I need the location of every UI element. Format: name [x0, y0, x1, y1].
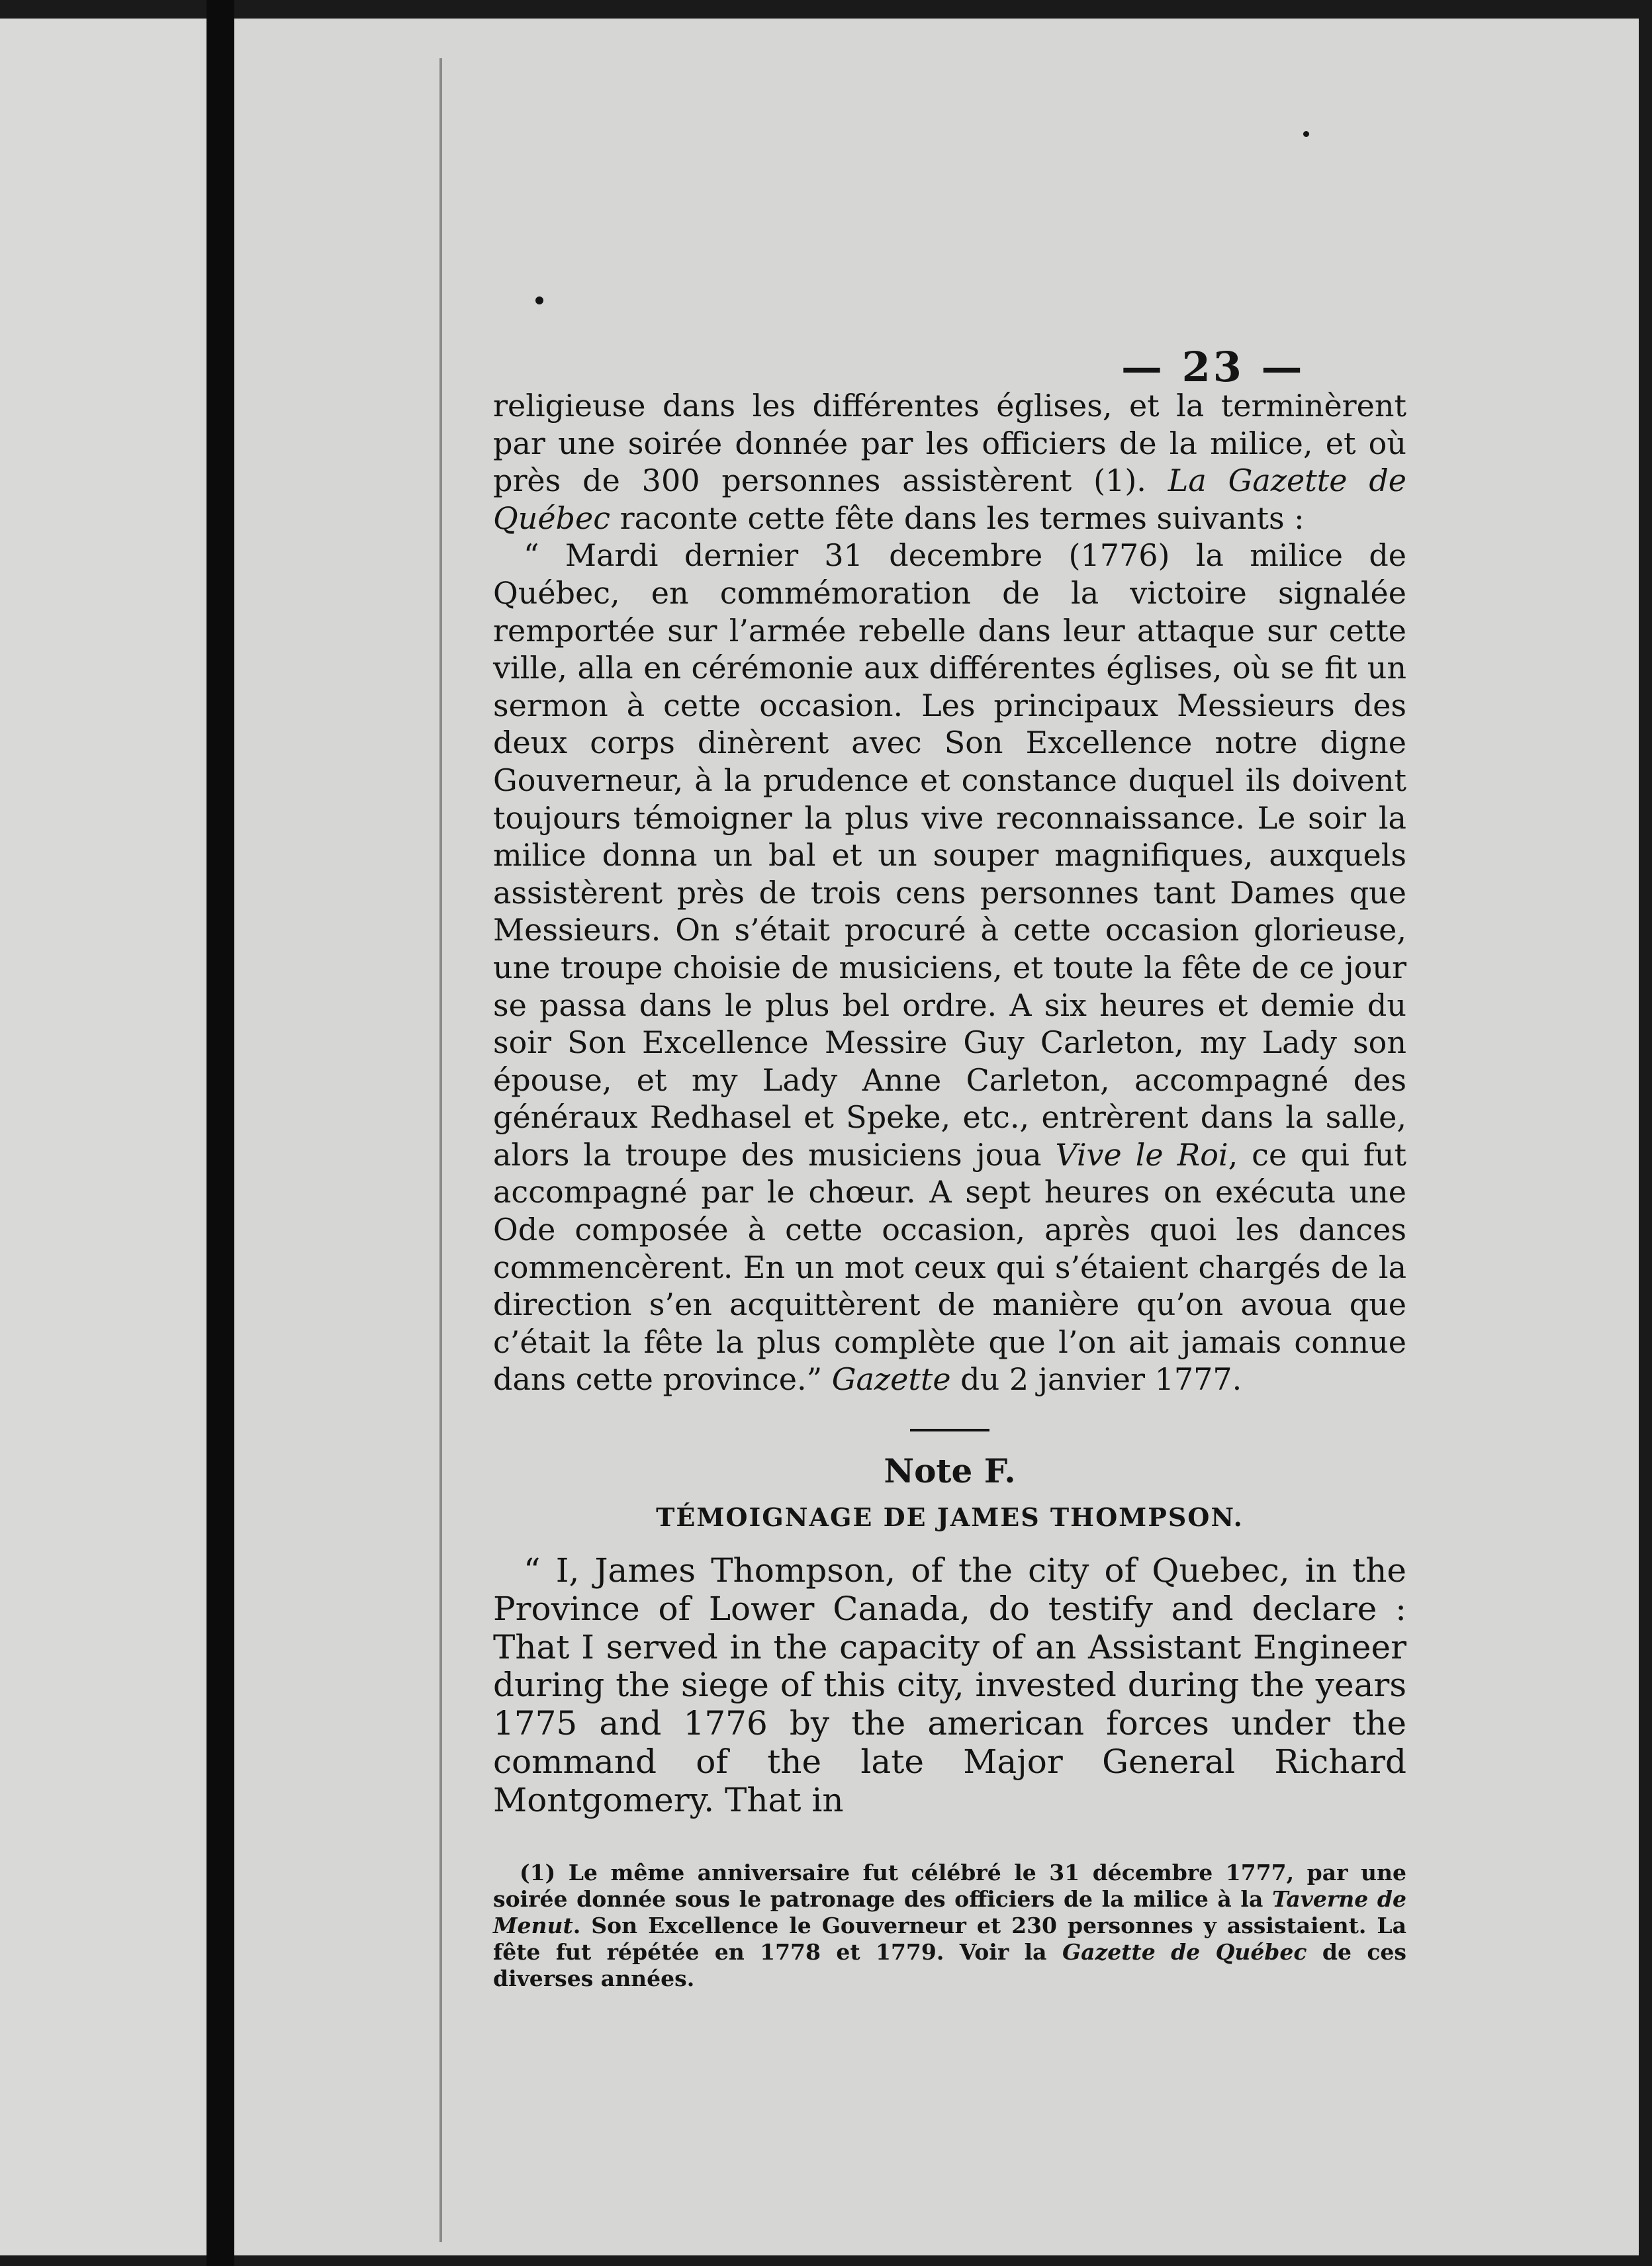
page-number: — 23 —	[1121, 343, 1305, 391]
footnote: (1) Le même anniversaire fut célébré le 31 décembre 1777, par une soirée donnée sous le patronage des officiers de la milice à la Taverne de Menut. Son Excellence le Gouverneur et 230 personnes y assistaient. La fête fut répétée en 1778 et 1779. Voir la Gazette de Québec de ces diverses années.	[493, 1859, 1407, 1991]
note-title: Note F.	[884, 1451, 1016, 1491]
page-gutter-line	[439, 58, 442, 2242]
section-divider	[910, 1429, 989, 1431]
ink-speck	[1303, 131, 1309, 137]
adjacent-left-page	[0, 19, 206, 2255]
page-body	[493, 387, 1406, 1992]
paragraph-intro: religieuse dans les différentes églises, et la terminèrent par une soirée donnée par les officiers de la milice, et où près de 300 personnes assistèrent (1). La Gazette de Québec raconte cette fête dans les termes suivants :	[493, 388, 1406, 536]
ink-speck	[535, 296, 543, 304]
thompson-testimony: “ I, James Thompson, of the city of Quebec, in the Province of Lower Canada, do testify and declare : That I served in the capacity of an Assistant Engineer during the siege of this city, invested during the years 1775 and 1776 by the american forces under the command of the late Major General Richard Montgomery. That in	[493, 1551, 1406, 1819]
note-subtitle: TÉMOIGNAGE DE JAMES THOMPSON.	[656, 1502, 1244, 1533]
page-edge-shadow	[206, 0, 234, 2266]
gazette-quote: “ Mardi dernier 31 decembre (1776) la milice de Québec, en commémoration de la victoire signalée remportée sur l’armée rebelle dans leur attaque sur cette ville, alla en cérémonie aux différentes églises, où se fit un sermon à cette occasion. Les principaux Messieurs des deux corps dinèrent avec Son Excellence notre digne Gouverneur, à la prudence et constance duquel ils doivent toujours témoigner la plus vive reconnaissance. Le soir la milice donna un bal et un souper magnifiques, auxquels assistèrent près de trois cens personnes tant Dames que Messieurs. On s’était procuré à cette occasion glorieuse, une troupe choisie de musiciens, et toute la fête de ce jour se passa dans le plus bel ordre. A six heures et demie du soir Son Excellence Messire Guy Carleton, my Lady son épouse, et my Lady Anne Carleton, accompagné des généraux Redhasel et Speke, etc., entrèrent dans la salle, alors la troupe des musiciens joua Vive le Roi, ce qui fut accompagné par le chœur. A sept heures on exécuta une Ode composée à cette occasion, après quoi les dances commencèrent. En un mot ceux qui s’étaient chargés de la direction s’en acquittèrent de manière qu’on avoua que c’était la fête la plus complète que l’on ait jamais connue dans cette province.” Gazette du 2 janvier 1777.	[493, 537, 1406, 1398]
